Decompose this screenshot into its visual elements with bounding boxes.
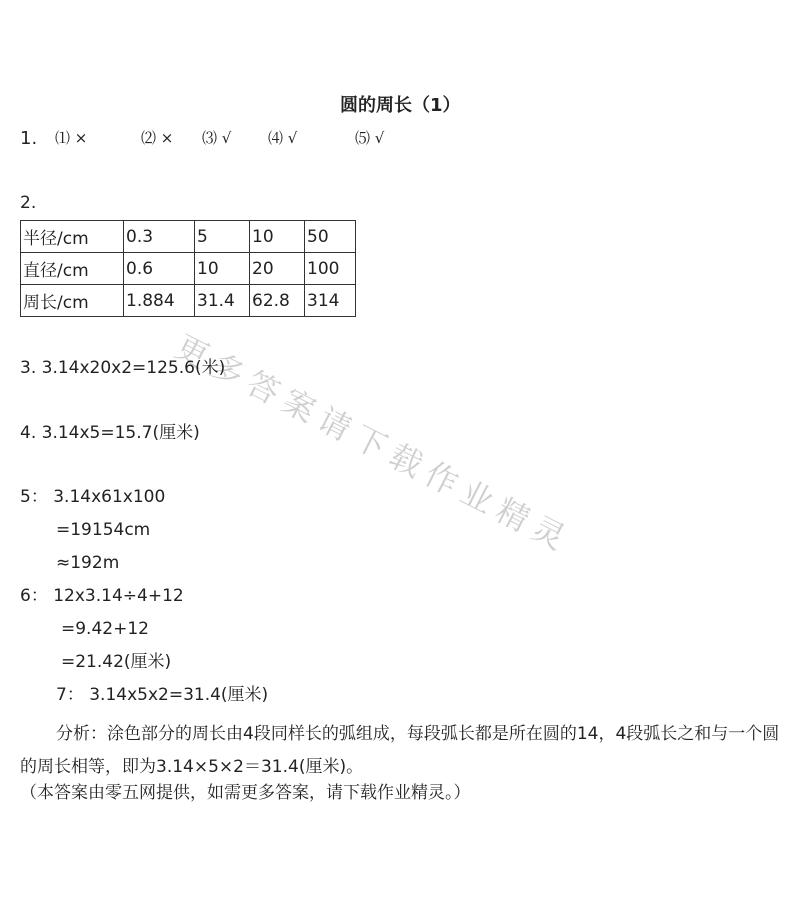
table-cell: 半径/cm: [21, 221, 124, 253]
table-cell: 10: [250, 221, 305, 253]
table-cell: 周长/cm: [21, 285, 124, 317]
table-row: [21, 285, 356, 317]
q1-answer-5: ⑸ √: [355, 129, 385, 147]
page-title: 圆的周长（1）: [340, 95, 461, 116]
q1-answer-3: ⑶ √: [202, 129, 232, 147]
table-cell: 0.3: [124, 221, 195, 253]
question-5-line-3: ≈192m: [56, 553, 120, 573]
table-cell: 1.884: [124, 285, 195, 317]
table-cell: 314: [305, 285, 356, 317]
table-cell: 50: [305, 221, 356, 253]
source-note: （本答案由零五网提供，如需更多答案，请下载作业精灵。）: [20, 783, 471, 803]
table-cell: 直径/cm: [21, 253, 124, 285]
q1-answer-4: ⑷ √: [268, 129, 298, 147]
question-6-line-3: =21.42(厘米): [61, 652, 172, 672]
question-2-number: 2.: [20, 193, 37, 213]
question-4-answer: 4. 3.14x5=15.7(厘米): [20, 423, 200, 443]
question-6-line-2: =9.42+12: [61, 619, 149, 639]
question-5-line-1: 5： 3.14x61x100: [20, 487, 166, 507]
question-1-number: 1.: [20, 128, 38, 149]
question-7-answer: 7： 3.14x5x2=31.4(厘米): [56, 685, 269, 705]
question-6-line-1: 6： 12x3.14÷4+12: [20, 586, 184, 606]
q1-answer-2: ⑵ ×: [141, 129, 174, 147]
question-5-line-2: =19154cm: [56, 520, 151, 540]
table-cell: 62.8: [250, 285, 305, 317]
watermark-text: 更多答案请下载作业精灵: [169, 327, 579, 561]
circle-table: [20, 220, 356, 317]
table-cell: 5: [195, 221, 250, 253]
table-row: [21, 253, 356, 285]
table-cell: 10: [195, 253, 250, 285]
table-cell: 100: [305, 253, 356, 285]
q1-answer-1: ⑴ ×: [55, 129, 88, 147]
analysis-paragraph: 分析：涂色部分的周长由4段同样长的弧组成，每段弧长都是所在圆的14，4段弧长之和与一个圆的周长相等，即为3.14×5×2＝31.4(厘米)。: [20, 724, 780, 777]
table-cell: 20: [250, 253, 305, 285]
question-3-answer: 3. 3.14x20x2=125.6(米): [20, 358, 226, 378]
table-cell: 0.6: [124, 253, 195, 285]
table-cell: 31.4: [195, 285, 250, 317]
table-row: [21, 221, 356, 253]
